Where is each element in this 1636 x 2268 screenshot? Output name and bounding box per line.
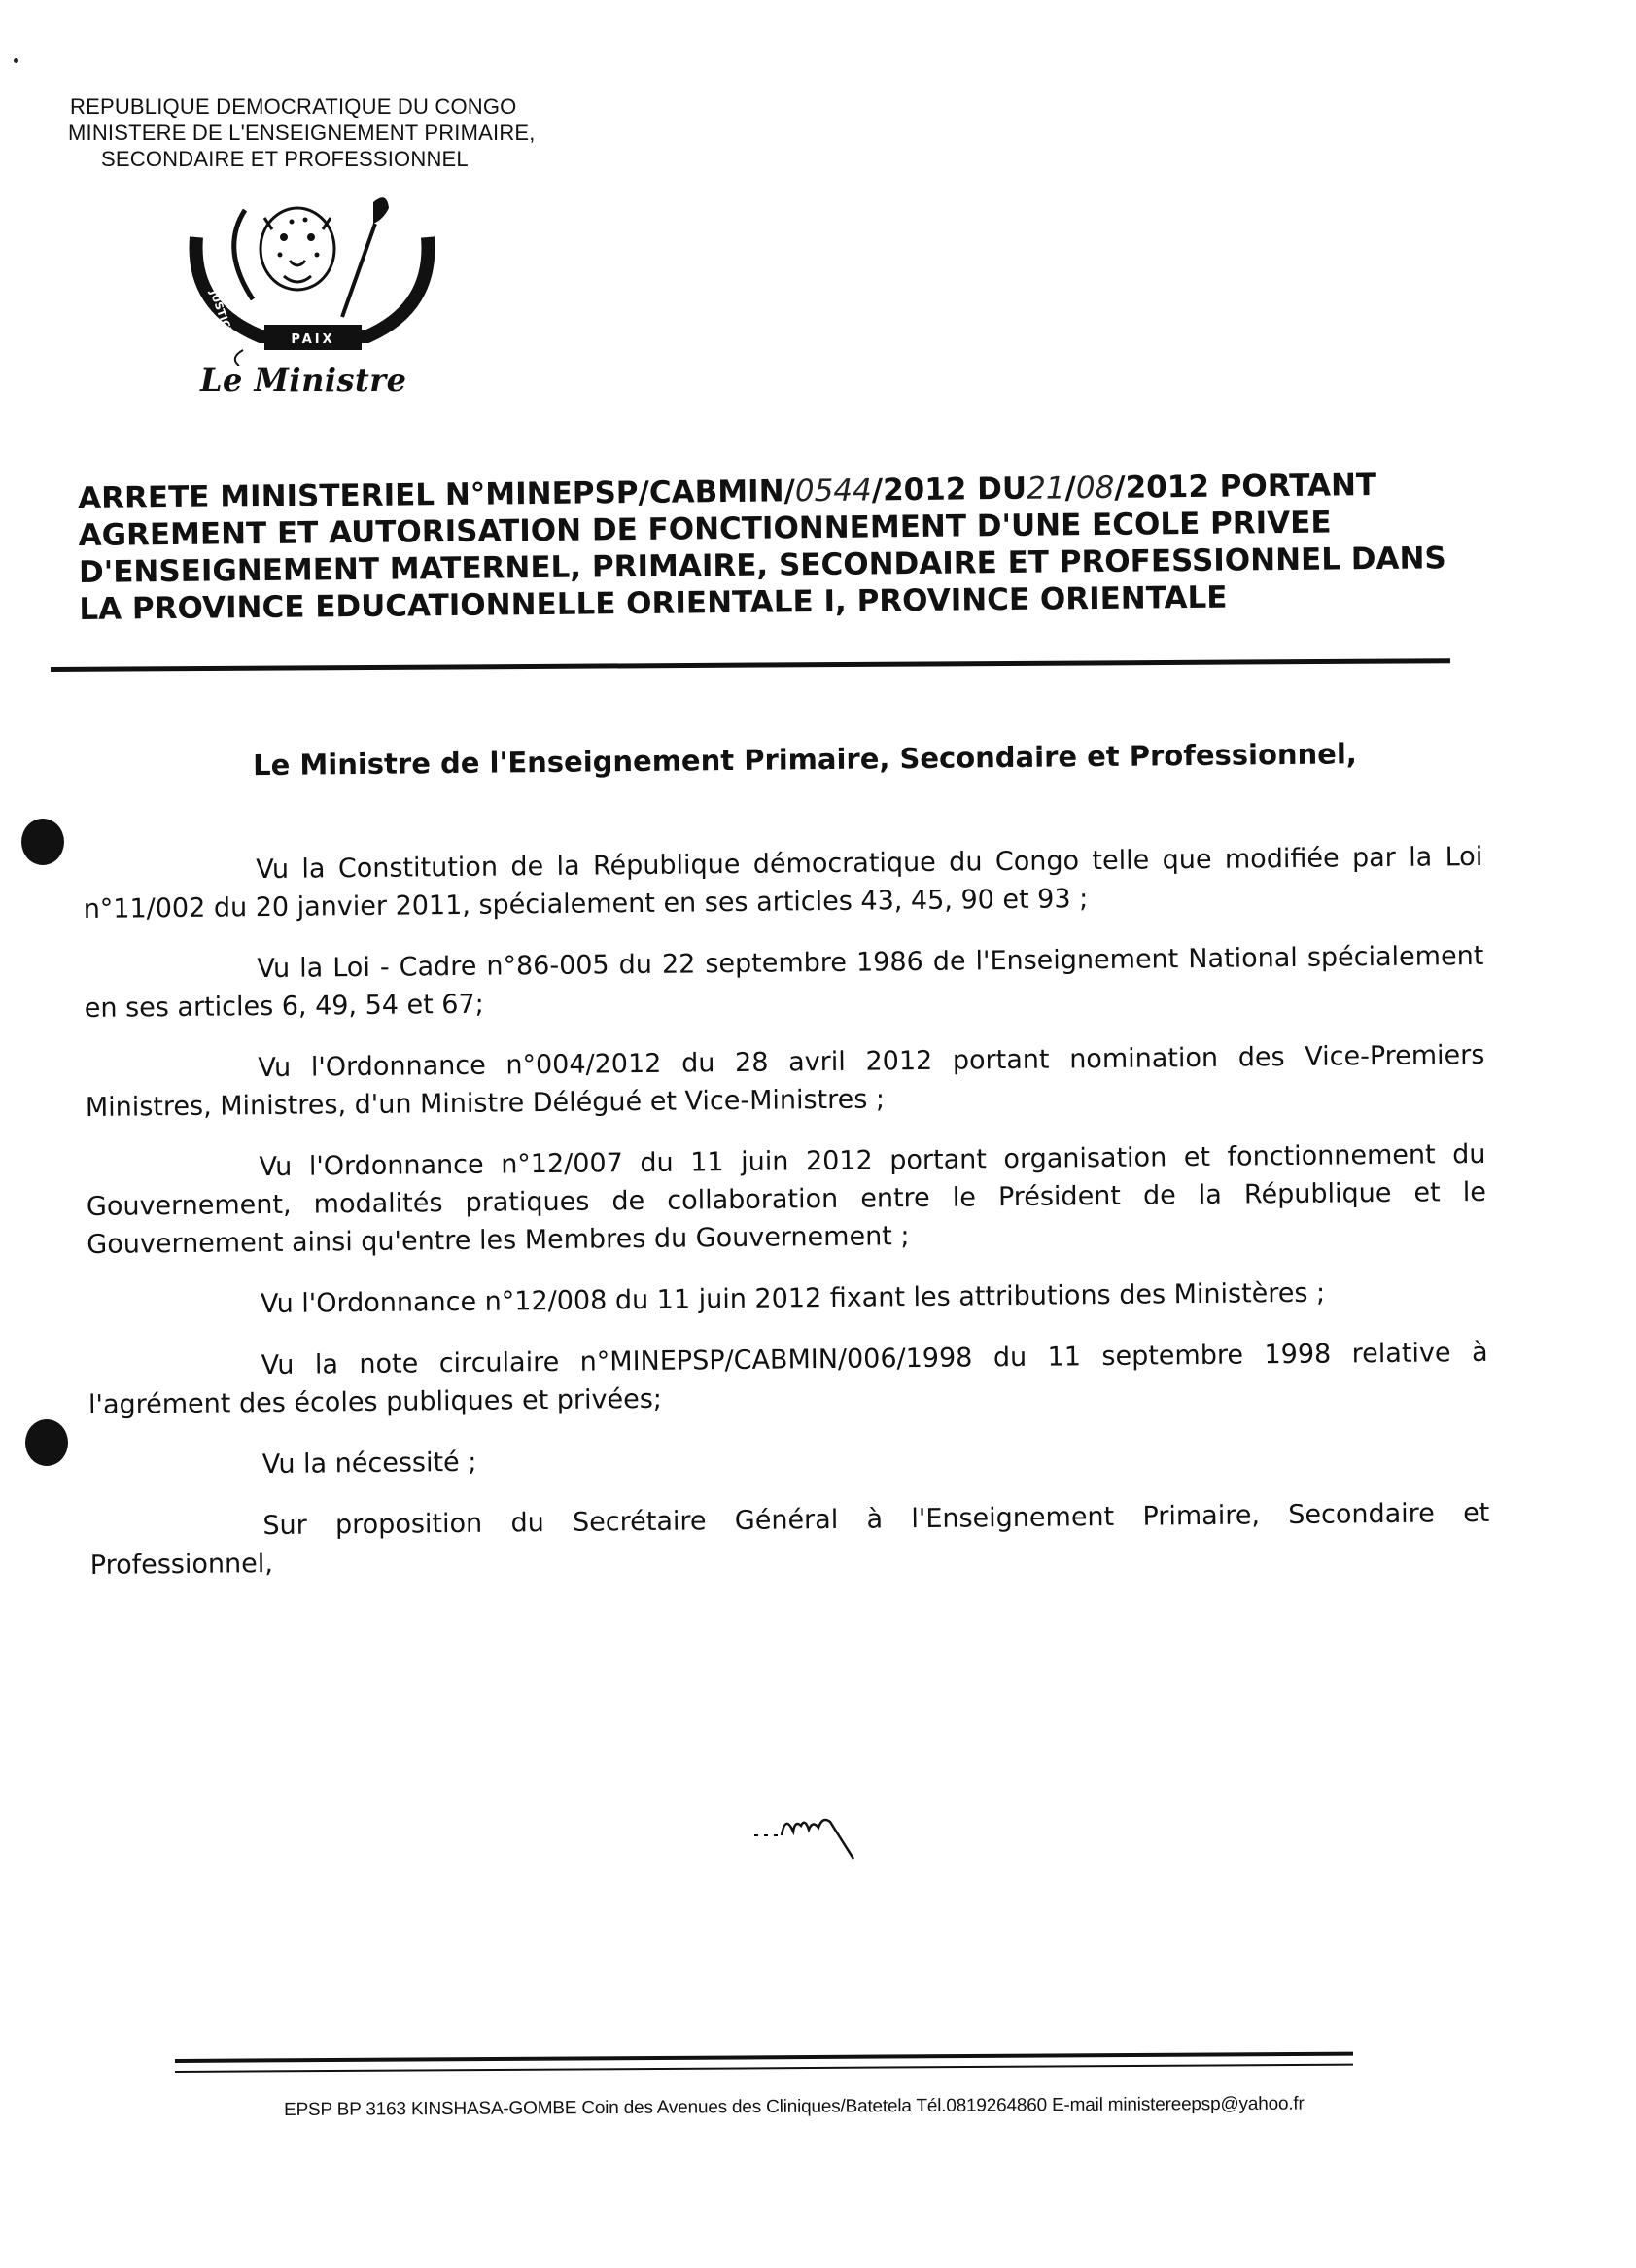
body-heading: Le Ministre de l'Enseignement Primaire, Secondaire et Professionnel, bbox=[253, 737, 1358, 783]
letterhead-country: REPUBLIQUE DEMOCRATIQUE DU CONGO bbox=[70, 94, 517, 119]
minister-signature-label: Le Ministre bbox=[200, 362, 407, 399]
letterhead-ministry-cont: SECONDAIRE ET PROFESSIONNEL bbox=[101, 147, 469, 171]
decree-title bbox=[78, 466, 1470, 628]
tusk-icon bbox=[234, 210, 253, 299]
title-line-4: LA PROVINCE EDUCATIONNELLE ORIENTALE I, PROVINCE ORIENTALE bbox=[79, 579, 1228, 627]
considerant-ordonnance-007: Vu l'Ordonnance n°12/007 du 11 juin 2012 portant organisation et fonctionnement du Gouvernement, modalités pratiques de collaboration entre le Président de la République et le Gouvernement ainsi qu'entre les Membres du Gouvernement ; bbox=[86, 1138, 1487, 1260]
footer-rule-thick bbox=[175, 2052, 1353, 2063]
considerant-loi-cadre: Vu la Loi - Cadre n°86-005 du 22 septembre 1986 de l'Enseignement National spécialement en ses articles 6, 49, 54 et 67; bbox=[84, 940, 1484, 1024]
title-line-3: D'ENSEIGNEMENT MATERNEL, PRIMAIRE, SECONDAIRE ET PROFESSIONNEL DANS bbox=[78, 541, 1446, 590]
handwritten-day: 21 bbox=[1026, 471, 1065, 506]
considerant-proposition: Sur proposition du Secrétaire Général à l'Enseignement Primaire, Secondaire et Professionnel, bbox=[89, 1497, 1490, 1581]
svg-text:TRAVAIL: TRAVAIL bbox=[389, 216, 419, 268]
considerant-ordonnance-008: Vu l'Ordonnance n°12/008 du 11 juin 2012 fixant les attributions des Ministères ; bbox=[260, 1277, 1326, 1320]
punch-hole bbox=[21, 819, 64, 865]
handwritten-decree-number: 0544 bbox=[794, 472, 872, 509]
footer-rule-thin bbox=[175, 2064, 1353, 2073]
leopard-head-icon bbox=[261, 208, 334, 290]
scan-speck bbox=[14, 58, 18, 63]
coat-of-arms-icon bbox=[183, 191, 437, 366]
letterhead-ministry: MINISTERE DE L'ENSEIGNEMENT PRIMAIRE, bbox=[68, 121, 536, 145]
title-line-2: AGREMENT ET AUTORISATION DE FONCTIONNEMENT D'UNE ECOLE PRIVEE bbox=[78, 505, 1332, 553]
considerant-constitution: Vu la Constitution de la République démocratique du Congo telle que modifiée par la Loi n°11/002 du 20 janvier 2011, spécialement en ses articles 43, 45, 90 et 93 ; bbox=[83, 841, 1483, 925]
considerant-necessite: Vu la nécessité ; bbox=[261, 1447, 477, 1481]
title-divider bbox=[51, 658, 1450, 672]
punch-hole bbox=[25, 1419, 68, 1466]
considerant-note-circulaire: Vu la note circulaire n°MINEPSP/CABMIN/006/1998 du 11 septembre 1998 relative à l'agrément des écoles publiques et privées; bbox=[87, 1337, 1488, 1420]
spear-icon bbox=[342, 197, 389, 317]
footer-address: EPSP BP 3163 KINSHASA-GOMBE Coin des Avenues des Cliniques/Batetela Tél.0819264860 E-mail ministereepsp@yahoo.fr bbox=[284, 2093, 1305, 2120]
letterhead bbox=[70, 93, 653, 172]
initials-signature-icon bbox=[752, 1802, 859, 1861]
title-date-separator: / bbox=[1064, 471, 1077, 506]
svg-text:JUSTICE: JUSTICE bbox=[207, 288, 235, 337]
decree-body bbox=[82, 734, 1490, 1585]
title-suffix: /2012 PORTANT bbox=[1114, 468, 1377, 506]
title-prefix: ARRETE MINISTERIEL N°MINEPSP/CABMIN/ bbox=[78, 473, 796, 516]
handwritten-month: 08 bbox=[1075, 470, 1115, 506]
svg-text:PAIX: PAIX bbox=[291, 332, 335, 347]
considerant-ordonnance-004: Vu l'Ordonnance n°004/2012 du 28 avril 2012 portant nomination des Vice-Premiers Ministres, Ministres, d'un Ministre Délégué et Vice-Ministres ; bbox=[85, 1039, 1485, 1123]
title-year: /2012 DU bbox=[871, 471, 1027, 508]
